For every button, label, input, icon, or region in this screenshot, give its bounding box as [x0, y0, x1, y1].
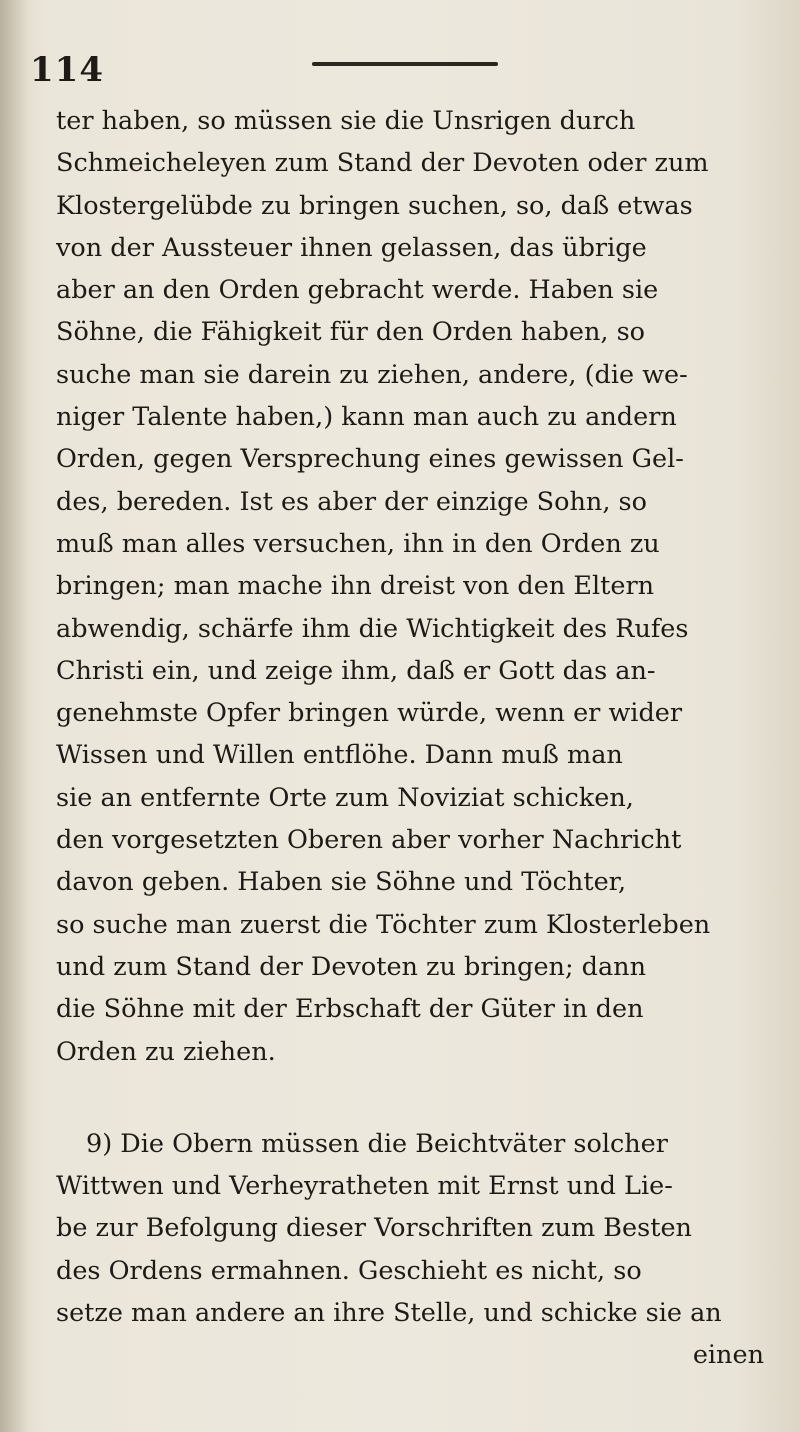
paragraph-number: 9) — [86, 1128, 113, 1159]
text-line: muß man alles versuchen, ihn in den Orden zu — [56, 528, 660, 559]
text-line: abwendig, schärfe ihm die Wichtigkeit des Rufes — [56, 613, 689, 644]
text-line: des, bereden. Ist es aber der einzige Sohn, so — [56, 486, 647, 517]
text-line: Wissen und Willen entflöhe. Dann muß man — [56, 740, 623, 771]
text-line: aber an den Orden gebracht werde. Haben sie — [56, 275, 659, 306]
text-line: bringen; man mache ihn dreist von den Eltern — [56, 571, 655, 602]
text-line: davon geben. Haben sie Söhne und Töchter, — [56, 867, 627, 898]
text-line: ter haben, so müssen sie die Unsrigen durch — [56, 106, 636, 136]
text-line: die Söhne mit der Erbschaft der Güter in den — [56, 994, 644, 1025]
page-number: 114 — [30, 50, 104, 90]
header-rule — [312, 62, 498, 66]
text-line: Wittwen und Verheyratheten mit Ernst und Lie- — [56, 1171, 673, 1202]
text-line: den vorgesetzten Oberen aber vorher Nachricht — [56, 825, 682, 856]
text-line: suche man sie darein zu ziehen, andere, (die we- — [56, 359, 688, 390]
text-line: setze man andere an ihre Stelle, und schicke sie an — [56, 1298, 722, 1329]
paragraph-gap — [56, 1073, 776, 1123]
spine-shadow — [0, 0, 28, 1432]
text-line: Klostergelübde zu bringen suchen, so, daß etwas — [56, 190, 693, 221]
text-line: des Ordens ermahnen. Geschieht es nicht, so — [56, 1255, 642, 1286]
text-line: genehmste Opfer bringen würde, wenn er wider — [56, 698, 683, 729]
text-line: und zum Stand der Devoten zu bringen; dann — [56, 951, 647, 982]
text-line: Orden zu ziehen. — [56, 1036, 276, 1067]
text-line: Söhne, die Fähigkeit für den Orden haben, so — [56, 317, 646, 348]
text-line: von der Aussteuer ihnen gelassen, das übrige — [56, 232, 647, 263]
paragraph-first-line — [56, 1123, 776, 1165]
text-line: Christi ein, und zeige ihm, daß er Gott das an- — [56, 655, 656, 686]
text-line: be zur Befolgung dieser Vorschriften zum Besten — [56, 1213, 692, 1244]
text-line: Schmeicheleyen zum Stand der Devoten oder zum — [56, 148, 709, 179]
text-line: Orden, gegen Versprechung eines gewissen Gel- — [56, 444, 684, 475]
catchword: einen — [692, 1340, 764, 1371]
text-line: niger Talente haben,) kann man auch zu andern — [56, 402, 677, 433]
text-line: Die Obern müssen die Beichtväter solcher — [120, 1128, 668, 1159]
text-line: sie an entfernte Orte zum Noviziat schicken, — [56, 782, 634, 813]
main-text — [56, 100, 776, 1377]
text-line: so suche man zuerst die Töchter zum Klosterleben — [56, 909, 711, 940]
